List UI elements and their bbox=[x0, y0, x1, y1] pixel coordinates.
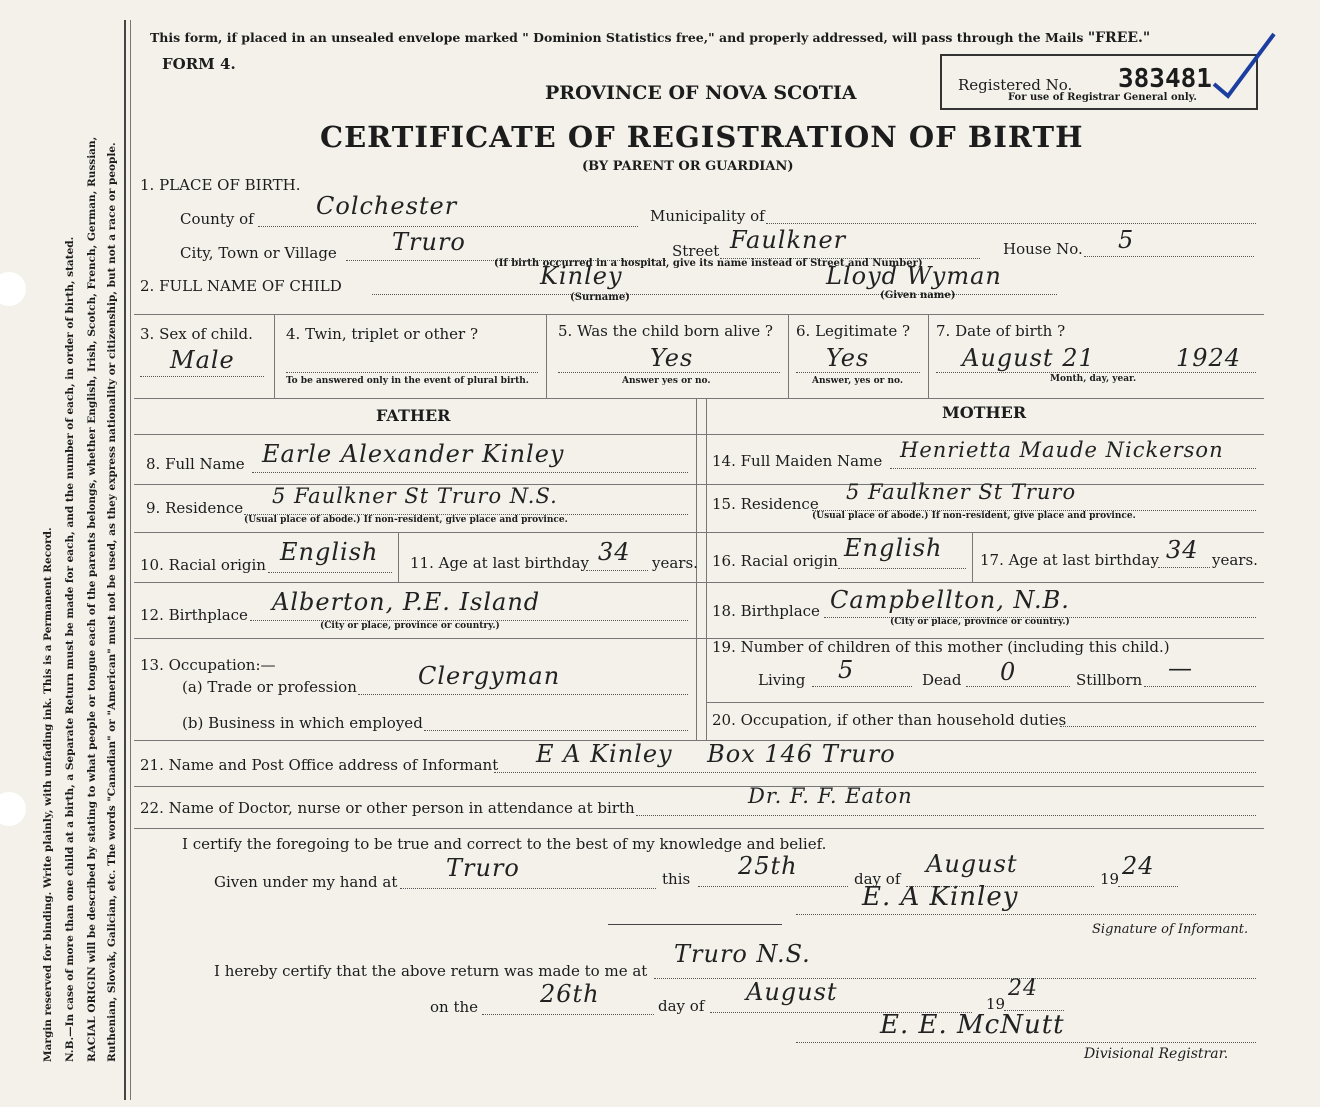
sex-line bbox=[140, 376, 264, 377]
informant-label: 21. Name and Post Office address of Informant bbox=[140, 756, 499, 774]
registrar-place-value: Truro N.S. bbox=[674, 940, 811, 968]
mail-notice-text: This form, if placed in an unsealed envelope marked " Dominion Statistics free," and properly addressed, will pass through the Mails bbox=[150, 30, 1084, 45]
certify-year-line bbox=[1118, 886, 1178, 887]
father-racial-divider bbox=[398, 532, 399, 582]
father-age-line bbox=[586, 570, 648, 571]
doctor-label: 22. Name of Doctor, nurse or other person in attendance at birth bbox=[140, 799, 635, 817]
certify-month-value: August bbox=[926, 850, 1018, 878]
free-label: "FREE." bbox=[1087, 30, 1151, 46]
registrar-signature-caption: Divisional Registrar. bbox=[1084, 1046, 1229, 1062]
informant-signature-caption: Signature of Informant. bbox=[1092, 922, 1249, 937]
mother-racial-divider bbox=[972, 532, 973, 582]
margin-note-4: Ruthenian, Slovak, Galician, etc. The words "Canadian" or "American" must not be used, as they express nationality or citizenship, but not a race or people. bbox=[106, 142, 118, 1062]
mother-occupation-line bbox=[1060, 726, 1256, 727]
check-mark-icon bbox=[1210, 30, 1280, 100]
county-label: County of bbox=[180, 210, 254, 228]
mother-racial-value: English bbox=[844, 534, 943, 562]
form-number: FORM 4. bbox=[162, 55, 236, 73]
dob-line bbox=[936, 372, 1256, 373]
certify-day-of-label: day of bbox=[854, 870, 901, 888]
page-title: CERTIFICATE OF REGISTRATION OF BIRTH bbox=[320, 120, 1084, 154]
province-heading: PROVINCE OF NOVA SCOTIA bbox=[545, 82, 857, 104]
surname-caption: (Surname) bbox=[570, 292, 630, 303]
margin-note-2: N.B.—In case of more than one child at a birth, a Separate Return must be made for each, and the number of each, in order of birth, stated. bbox=[64, 236, 76, 1062]
registrar-month-value: August bbox=[746, 978, 838, 1006]
father-birthplace-value: Alberton, P.E. Island bbox=[272, 588, 541, 616]
father-residence-caption: (Usual place of abode.) If non-resident, give place and province. bbox=[244, 515, 568, 525]
father-residence-value: 5 Faulkner St Truro N.S. bbox=[272, 484, 558, 508]
father-trade-value: Clergyman bbox=[418, 662, 561, 690]
stillborn-label: Stillborn bbox=[1076, 671, 1143, 689]
county-line bbox=[258, 226, 638, 227]
city-value: Truro bbox=[392, 228, 466, 256]
street-value: Faulkner bbox=[730, 226, 847, 254]
father-age-unit: years. bbox=[652, 554, 698, 572]
informant-signature-line bbox=[796, 914, 1256, 915]
registrar-place-line bbox=[654, 978, 1256, 979]
place-of-birth-label: 1. PLACE OF BIRTH. bbox=[140, 176, 301, 194]
given-place-value: Truro bbox=[446, 854, 520, 882]
doctor-line bbox=[636, 815, 1256, 816]
sex-label: 3. Sex of child. bbox=[140, 325, 253, 343]
binding-hole-top bbox=[0, 272, 26, 306]
municipality-label: Municipality of bbox=[650, 207, 765, 225]
alive-value: Yes bbox=[650, 344, 694, 372]
twin-note: To be answered only in the event of plural birth. bbox=[286, 376, 529, 386]
mother-birthplace-caption: (City or place, province or country.) bbox=[890, 617, 1070, 627]
father-trade-label: (a) Trade or profession bbox=[182, 678, 357, 696]
father-racial-value: English bbox=[280, 538, 379, 566]
mother-age-unit: years. bbox=[1212, 551, 1258, 569]
row3-divider-2 bbox=[546, 314, 547, 398]
rule-before-certify bbox=[134, 828, 1264, 829]
registrar-day-value: 26th bbox=[540, 980, 600, 1008]
mother-residence-label: 15. Residence bbox=[712, 495, 819, 513]
row3-divider-1 bbox=[274, 314, 275, 398]
alive-caption: Answer yes or no. bbox=[622, 376, 711, 386]
rule-after-heading bbox=[134, 434, 1264, 435]
certify-day-line bbox=[698, 886, 848, 887]
father-age-value: 34 bbox=[598, 538, 631, 566]
margin-rule-inner bbox=[130, 20, 131, 1100]
row3-divider-4 bbox=[928, 314, 929, 398]
child-given-value: Lloyd Wyman bbox=[826, 262, 1002, 290]
mother-age-label: 17. Age at last birthday bbox=[980, 551, 1159, 569]
legitimate-value: Yes bbox=[826, 344, 870, 372]
registrar-signature-line bbox=[796, 1042, 1256, 1043]
father-racial-label: 10. Racial origin bbox=[140, 556, 266, 574]
binding-hole-bottom bbox=[0, 792, 26, 826]
twin-line bbox=[286, 372, 538, 373]
mother-birthplace-label: 18. Birthplace bbox=[712, 602, 820, 620]
child-surname-value: Kinley bbox=[540, 262, 623, 290]
certify-statement: I certify the foregoing to be true and correct to the best of my knowledge and belief. bbox=[182, 835, 827, 853]
given-label: Given under my hand at bbox=[214, 873, 398, 891]
dob-caption: Month, day, year. bbox=[1050, 374, 1137, 384]
hospital-note: (If birth occurred in a hospital, give its name instead of Street and Number) bbox=[494, 258, 923, 269]
father-birthplace-caption: (City or place, province or country.) bbox=[320, 621, 500, 631]
legitimate-caption: Answer, yes or no. bbox=[812, 376, 903, 386]
mother-racial-label: 16. Racial origin bbox=[712, 552, 838, 570]
alive-label: 5. Was the child born alive ? bbox=[558, 322, 773, 340]
street-label: Street bbox=[672, 242, 720, 260]
rule-before-item22 bbox=[134, 786, 1264, 787]
this-label: this bbox=[662, 870, 691, 888]
mother-item20-rule bbox=[706, 702, 1264, 703]
house-line bbox=[1084, 256, 1254, 257]
informant-signature: E. A Kinley bbox=[862, 882, 1019, 912]
living-value: 5 bbox=[838, 656, 855, 684]
registered-label: Registered No. bbox=[958, 76, 1073, 94]
row3-bottom-rule bbox=[134, 398, 1264, 399]
mother-residence-caption: (Usual place of abode.) If non-resident, give place and province. bbox=[812, 511, 1136, 521]
living-label: Living bbox=[758, 671, 806, 689]
informant-value: E A Kinley Box 146 Truro bbox=[536, 740, 896, 768]
county-value: Colchester bbox=[316, 192, 458, 220]
father-occupation-label: 13. Occupation:— bbox=[140, 656, 276, 674]
stillborn-value: — bbox=[1168, 654, 1193, 682]
doctor-value: Dr. F. F. Eaton bbox=[748, 784, 913, 808]
father-name-value: Earle Alexander Kinley bbox=[262, 440, 565, 468]
city-label: City, Town or Village bbox=[180, 244, 337, 262]
mother-age-value: 34 bbox=[1166, 536, 1199, 564]
legitimate-label: 6. Legitimate ? bbox=[796, 322, 911, 340]
legitimate-line bbox=[796, 372, 920, 373]
dob-month-day: August 21 bbox=[962, 344, 1095, 372]
sex-value: Male bbox=[170, 346, 235, 374]
margin-rule bbox=[124, 20, 126, 1100]
father-name-label: 8. Full Name bbox=[146, 455, 245, 473]
mother-children-label: 19. Number of children of this mother (including this child.) bbox=[712, 638, 1170, 656]
father-trade-line bbox=[358, 694, 688, 695]
mother-name-line bbox=[890, 468, 1256, 469]
father-residence-label: 9. Residence bbox=[146, 499, 244, 517]
mother-name-value: Henrietta Maude Nickerson bbox=[900, 438, 1224, 462]
mother-racial-line bbox=[838, 568, 966, 569]
registrar-year-prefix: 19 bbox=[986, 995, 1006, 1013]
dead-label: Dead bbox=[922, 671, 962, 689]
certify-year-value: 24 bbox=[1122, 852, 1155, 880]
mother-name-label: 14. Full Maiden Name bbox=[712, 452, 883, 470]
registrar-day-line bbox=[482, 1014, 654, 1015]
mother-residence-value: 5 Faulkner St Truro bbox=[846, 480, 1077, 504]
mother-heading: MOTHER bbox=[942, 403, 1027, 422]
stillborn-line bbox=[1144, 686, 1256, 687]
registrar-use-note: For use of Registrar General only. bbox=[1008, 92, 1197, 103]
informant-line bbox=[494, 772, 1256, 773]
house-label: House No. bbox=[1003, 240, 1083, 258]
child-name-label: 2. FULL NAME OF CHILD bbox=[140, 277, 342, 295]
page-subtitle: (BY PARENT OR GUARDIAN) bbox=[582, 159, 794, 174]
registrar-year-value: 24 bbox=[1008, 976, 1038, 1001]
margin-note-1: Margin reserved for binding. Write plainly, with unfading ink. This is a Permanent Record. bbox=[42, 527, 54, 1062]
father-birthplace-label: 12. Birthplace bbox=[140, 606, 248, 624]
row3-divider-3 bbox=[788, 314, 789, 398]
given-place-line bbox=[400, 888, 656, 889]
certify-day-value: 25th bbox=[738, 852, 798, 880]
father-business-label: (b) Business in which employed bbox=[182, 714, 423, 732]
registrar-signature: E. E. McNutt bbox=[880, 1010, 1065, 1040]
dob-year: 1924 bbox=[1176, 344, 1242, 372]
father-heading: FATHER bbox=[376, 406, 451, 425]
mother-birthplace-value: Campbellton, N.B. bbox=[830, 586, 1070, 614]
registrar-day-of-label: day of bbox=[658, 997, 705, 1015]
rule-after-racial bbox=[134, 582, 1264, 583]
municipality-line bbox=[766, 223, 1256, 224]
twin-label: 4. Twin, triplet or other ? bbox=[286, 325, 478, 343]
certify-short-rule bbox=[608, 924, 782, 925]
mother-age-line bbox=[1158, 567, 1210, 568]
row3-top-rule bbox=[134, 314, 1264, 315]
dob-label: 7. Date of birth ? bbox=[936, 322, 1066, 340]
father-racial-line bbox=[268, 572, 392, 573]
living-line bbox=[812, 686, 912, 687]
rule-after-residence bbox=[134, 532, 1264, 533]
margin-note-3: RACIAL ORIGIN will be described by stating to what people or tongue each of the parents belongs, whether English, Irish, Scotch, French, German, Russian, bbox=[86, 136, 98, 1062]
registrar-on-label: on the bbox=[430, 998, 479, 1016]
mail-notice bbox=[150, 30, 1150, 46]
certify-year-prefix: 19 bbox=[1100, 870, 1120, 888]
registrar-statement: I hereby certify that the above return was made to me at bbox=[214, 962, 648, 980]
mother-occupation-label: 20. Occupation, if other than household duties bbox=[712, 711, 1067, 729]
father-age-label: 11. Age at last birthday bbox=[410, 554, 589, 572]
registered-number: 383481 bbox=[1118, 64, 1212, 94]
father-business-line bbox=[424, 730, 688, 731]
alive-line bbox=[558, 372, 780, 373]
given-caption: (Given name) bbox=[880, 290, 956, 301]
dead-line bbox=[966, 686, 1070, 687]
house-value: 5 bbox=[1118, 226, 1135, 254]
father-name-line bbox=[252, 472, 688, 473]
dead-value: 0 bbox=[1000, 658, 1017, 686]
parents-center-divider-2 bbox=[706, 398, 707, 740]
